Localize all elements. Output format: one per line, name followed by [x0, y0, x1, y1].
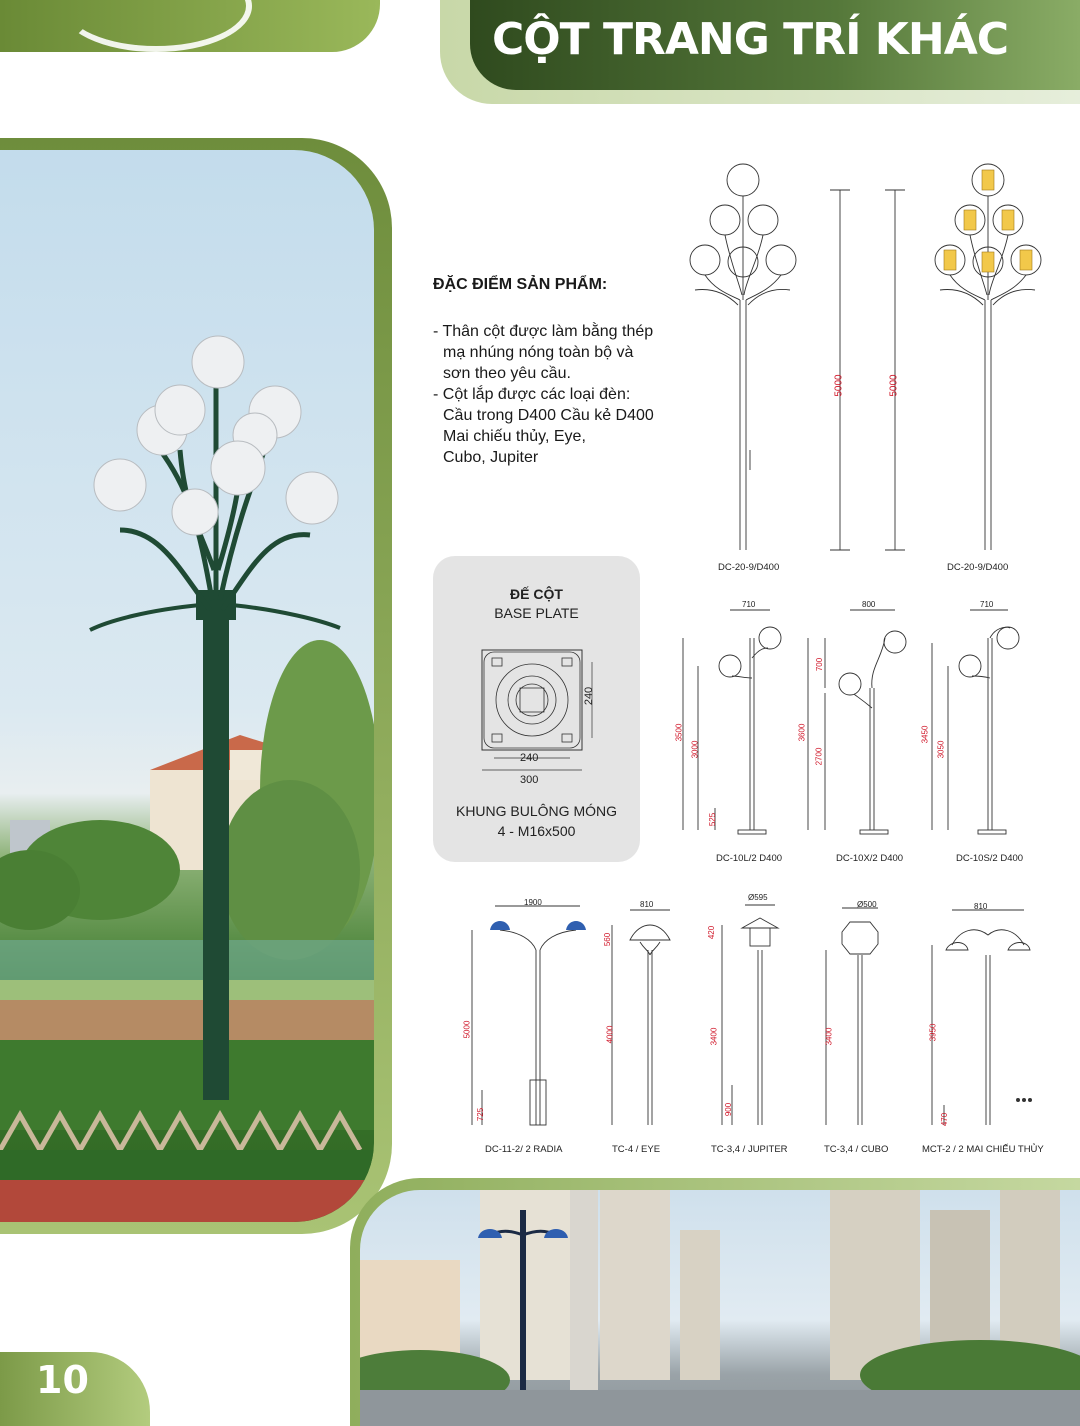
product-label: DC-20-9/D400	[947, 562, 1009, 573]
dim-height: 5000	[888, 374, 900, 397]
dim-height: 525	[708, 812, 718, 827]
feature-line: mạ nhúng nóng toàn bộ và	[443, 344, 634, 361]
dim-height: 3600	[797, 723, 807, 742]
feature-line: Mai chiếu thủy, Eye,	[443, 428, 586, 445]
dim-width: 810	[974, 902, 988, 911]
product-label: TC-3,4 / CUBO	[824, 1144, 889, 1155]
product-label: DC-10X/2 D400	[836, 853, 904, 864]
dim-width: Ø500	[857, 900, 877, 909]
product-label: TC-4 / EYE	[612, 1144, 661, 1155]
feature-line: - Thân cột được làm bằng thép	[433, 323, 654, 340]
dim-height: 4000	[605, 1025, 615, 1044]
dim-width: 800	[862, 600, 876, 609]
bottom-photo	[360, 1190, 1080, 1426]
product-label: DC-10L/2 D400	[716, 853, 783, 864]
base-plate-dim-total: 300	[520, 774, 539, 786]
features-list	[433, 321, 673, 468]
base-plate-subtitle: BASE PLATE	[494, 605, 579, 621]
dim-height: 700	[815, 657, 825, 672]
feature-line: Cubo, Jupiter	[443, 449, 539, 466]
base-plate-drawing	[470, 640, 610, 790]
feature-line: sơn theo yêu cầu.	[443, 365, 571, 382]
page-number: 10	[36, 1358, 89, 1402]
dim-width: 710	[980, 600, 994, 609]
dim-height: 2700	[814, 747, 824, 766]
dim-height: 3000	[690, 740, 700, 759]
features-title: ĐẶC ĐIỂM SẢN PHẨM:	[433, 276, 608, 293]
dim-width: 1900	[524, 898, 542, 907]
dim-width: Ø595	[748, 893, 768, 902]
dim-height: 3500	[674, 723, 684, 742]
product-label: MCT-2 / 2 MAI CHIẾU THỦY	[922, 1144, 1044, 1155]
dim-width: 710	[742, 600, 756, 609]
dim-height: 3450	[920, 725, 930, 744]
dim-height: 900	[724, 1102, 734, 1117]
base-plate-dim-h: 240	[520, 752, 539, 764]
dim-height: 5000	[462, 1020, 472, 1039]
dim-height: 470	[940, 1112, 950, 1127]
dim-height: 3950	[928, 1023, 938, 1042]
dim-height: 5000	[833, 374, 845, 397]
bolt-frame-title: KHUNG BULÔNG MÓNG	[455, 803, 617, 819]
feature-line: Cầu trong D400 Cầu kẻ D400	[443, 407, 654, 424]
dim-height: 725	[476, 1107, 486, 1122]
top-poles-drawing	[680, 160, 1070, 560]
dim-height: 560	[603, 932, 613, 947]
dim-height: 3400	[709, 1027, 719, 1046]
mid-poles-drawing	[670, 598, 1080, 838]
dim-height: 3400	[824, 1027, 834, 1046]
page-title: CỘT TRANG TRÍ KHÁC	[491, 13, 1009, 65]
dim-width: 810	[640, 900, 654, 909]
product-label: DC-20-9/D400	[718, 562, 780, 573]
main-photo	[0, 150, 374, 1222]
feature-line: - Cột lắp được các loại đèn:	[433, 386, 631, 403]
product-label: DC-10S/2 D400	[956, 853, 1024, 864]
dim-height: 3050	[936, 740, 946, 759]
bottom-poles-drawing	[460, 900, 1070, 1140]
dim-height: 420	[707, 925, 717, 940]
base-plate-title: ĐẾ CỘT	[510, 586, 563, 602]
bolt-frame-spec: 4 - M16x500	[497, 823, 576, 839]
base-plate-dim-v: 240	[583, 686, 596, 706]
product-label: DC-11-2/ 2 RADIA	[485, 1144, 563, 1155]
product-label: TC-3,4 / JUPITER	[711, 1144, 788, 1155]
